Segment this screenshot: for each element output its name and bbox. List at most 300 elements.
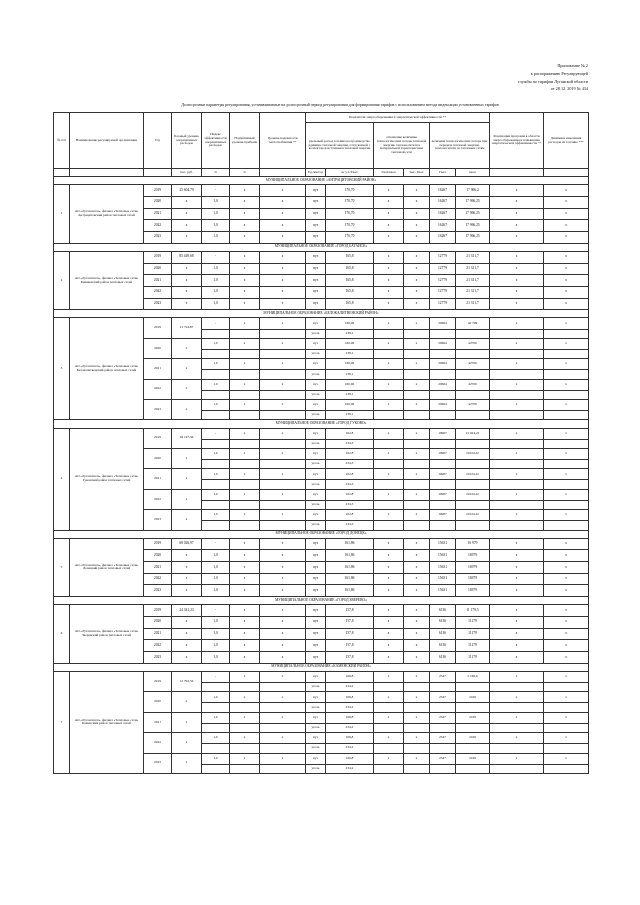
cell-i: х <box>490 712 544 723</box>
cell-idx <box>202 411 230 420</box>
cell-base: х <box>172 550 202 562</box>
cell-rel: х <box>260 359 306 370</box>
cell-i: х <box>490 318 544 329</box>
table-row <box>54 605 589 617</box>
cell-e3: х <box>404 231 430 243</box>
cell-e3 <box>404 460 430 469</box>
cell-e2 <box>374 390 404 399</box>
cell-j: х <box>544 251 589 263</box>
cell-j: х <box>544 573 589 585</box>
cell-year: 2021 <box>144 208 172 220</box>
cell-norm <box>230 683 260 692</box>
organization-name: АО «Лугансктеп», филиал «Тепловые сети» Антрацитовский район тепловых сетей <box>70 185 144 243</box>
cell-j: х <box>544 448 589 459</box>
cell-year: 2023 <box>144 510 172 530</box>
cell-e2 <box>374 329 404 338</box>
cell-f: пуз <box>306 573 326 585</box>
cell-idx: 1,0 <box>202 733 230 744</box>
cell-idx: 1,0 <box>202 640 230 652</box>
cell-norm <box>230 411 260 420</box>
cell-f: пуз <box>306 550 326 562</box>
cell-rel <box>260 390 306 399</box>
cell-idx: 1,0 <box>202 359 230 370</box>
cell-e3: х <box>404 550 430 562</box>
cell-j: х <box>544 489 589 500</box>
row-number: 6 <box>54 605 70 663</box>
cell-i: х <box>490 220 544 232</box>
header-line-1: Приложение № 2 <box>557 63 588 68</box>
cell-idx <box>202 764 230 773</box>
cell-e2 <box>374 521 404 530</box>
cell-base: х <box>172 448 202 468</box>
cell-rel: х <box>260 573 306 585</box>
cell-i: х <box>490 400 544 411</box>
cell-e1: 161,86 <box>326 538 374 550</box>
organization-name: АО «Лугансктеп», филиал «Тепловые сети» Зверевский район тепловых сетей <box>70 605 144 663</box>
cell-norm: х <box>230 469 260 480</box>
cell-e2: х <box>374 585 404 597</box>
cell-h: 42709 <box>456 400 490 411</box>
cell-h <box>456 460 490 469</box>
cell-rel: х <box>260 617 306 629</box>
cell-e2: х <box>374 712 404 723</box>
cell-i <box>490 411 544 420</box>
cell-norm: х <box>230 573 260 585</box>
cell-e2: х <box>374 251 404 263</box>
cell-g: 6136 <box>430 640 456 652</box>
cell-h <box>456 521 490 530</box>
cell-h: 21 311,7 <box>456 263 490 275</box>
cell-i: х <box>490 185 544 197</box>
cell-i <box>490 329 544 338</box>
cell-e3: х <box>404 671 430 682</box>
organization-name: АО «Лугансктеп», филиал «Тепловые сети» Гуковский район тепловых сетей <box>70 428 144 530</box>
cell-year: 2022 <box>144 733 172 753</box>
cell-g: 20664 <box>430 318 456 329</box>
cell-rel: х <box>260 400 306 411</box>
cell-year: 2021 <box>144 469 172 489</box>
cell-g: 15631 <box>430 585 456 597</box>
cell-base: х <box>172 692 202 712</box>
cell-g: 2347 <box>430 753 456 764</box>
municipality-row <box>54 420 589 428</box>
cell-rel: х <box>260 585 306 597</box>
cell-e1: 234,2 <box>326 723 374 732</box>
cell-e2 <box>374 703 404 712</box>
cell-idx <box>202 521 230 530</box>
cell-e1: 238,1 <box>326 390 374 399</box>
unit-cell: % <box>230 169 260 177</box>
cell-j <box>544 370 589 379</box>
cell-rel: х <box>260 428 306 439</box>
cell-e3: х <box>404 692 430 703</box>
cell-e1: 160,06 <box>326 359 374 370</box>
cell-e3: х <box>404 562 430 574</box>
cell-h: 16979 <box>456 562 490 574</box>
cell-i: х <box>490 585 544 597</box>
cell-j: х <box>544 510 589 521</box>
cell-base: х <box>172 208 202 220</box>
cell-h <box>456 500 490 509</box>
cell-i <box>490 521 544 530</box>
cell-e3: х <box>404 585 430 597</box>
cell-e3 <box>404 744 430 753</box>
cell-f: пуз <box>306 220 326 232</box>
cell-e3 <box>404 349 430 358</box>
cell-i: х <box>490 208 544 220</box>
cell-e3 <box>404 723 430 732</box>
cell-i: х <box>490 263 544 275</box>
cell-idx: 1,0 <box>202 286 230 298</box>
cell-norm: х <box>230 448 260 459</box>
cell-rel <box>260 764 306 773</box>
cell-j: х <box>544 196 589 208</box>
cell-f: пуз <box>306 208 326 220</box>
cell-fuel: пуз <box>306 712 326 723</box>
cell-f: пуз <box>306 298 326 310</box>
cell-norm: х <box>230 318 260 329</box>
cell-j <box>544 460 589 469</box>
cell-rel <box>260 500 306 509</box>
cell-e1: 165,8 <box>326 275 374 287</box>
row-number: 1 <box>54 185 70 243</box>
cell-base: х <box>172 298 202 310</box>
cell-e1: 157,8 <box>326 605 374 617</box>
cell-e2 <box>374 439 404 448</box>
cell-e1: 234,3 <box>326 500 374 509</box>
unit-cell <box>544 169 589 177</box>
cell-e3: х <box>404 208 430 220</box>
cell-norm <box>230 480 260 489</box>
cell-j <box>544 683 589 692</box>
municipality-name: МУНИЦИПАЛЬНОЕ ОБРАЗОВАНИЕ «КАМЕНСКИЙ РАЙОН» <box>54 663 589 671</box>
cell-g <box>430 683 456 692</box>
cell-e1: 165,8 <box>326 251 374 263</box>
cell-norm: х <box>230 275 260 287</box>
cell-year: 2020 <box>144 196 172 208</box>
cell-rel: х <box>260 510 306 521</box>
cell-rel: х <box>260 538 306 550</box>
cell-norm: х <box>230 652 260 664</box>
cell-e3: х <box>404 640 430 652</box>
cell-e2: х <box>374 617 404 629</box>
cell-fuel: пуз <box>306 510 326 521</box>
cell-f: пуз <box>306 263 326 275</box>
cell-e3: х <box>404 263 430 275</box>
cell-idx: 1,0 <box>202 573 230 585</box>
cell-h <box>456 439 490 448</box>
cell-g: 15631 <box>430 562 456 574</box>
cell-fuel: уголь <box>306 521 326 530</box>
cell-idx <box>202 480 230 489</box>
row-number: 7 <box>54 671 70 773</box>
cell-fuel: пуз <box>306 753 326 764</box>
cell-base: х <box>172 275 202 287</box>
cell-norm: х <box>230 185 260 197</box>
cell-year: 2023 <box>144 298 172 310</box>
cell-norm: х <box>230 298 260 310</box>
unit-cell: Ед./км/год <box>306 169 326 177</box>
cell-e1: 157,8 <box>326 628 374 640</box>
cell-year: 2023 <box>144 753 172 773</box>
cell-i: х <box>490 538 544 550</box>
cell-year: 2022 <box>144 286 172 298</box>
cell-i <box>490 460 544 469</box>
cell-j: х <box>544 585 589 597</box>
cell-norm: х <box>230 196 260 208</box>
cell-e2: х <box>374 489 404 500</box>
cell-rel: х <box>260 338 306 349</box>
cell-e3 <box>404 390 430 399</box>
table-row <box>54 538 589 550</box>
cell-g: 2347 <box>430 733 456 744</box>
cell-fuel: пуз <box>306 448 326 459</box>
cell-i: х <box>490 428 544 439</box>
cell-j: х <box>544 692 589 703</box>
cell-base: х <box>172 753 202 773</box>
cell-e3: х <box>404 286 430 298</box>
cell-j <box>544 329 589 338</box>
cell-fuel: пуз <box>306 428 326 439</box>
cell-rel: х <box>260 298 306 310</box>
cell-norm: х <box>230 753 260 764</box>
cell-rel: х <box>260 671 306 682</box>
cell-h: 21024,22 <box>456 510 490 521</box>
cell-i: х <box>490 652 544 664</box>
cell-j: х <box>544 652 589 664</box>
col-header-num: № п/п <box>54 113 70 169</box>
cell-rel: х <box>260 753 306 764</box>
cell-idx: 1,0 <box>202 585 230 597</box>
cell-idx: 1,0 <box>202 338 230 349</box>
cell-idx: 1,0 <box>202 652 230 664</box>
cell-f: пуз <box>306 640 326 652</box>
cell-norm: х <box>230 628 260 640</box>
cell-e2: х <box>374 286 404 298</box>
cell-j: х <box>544 428 589 439</box>
cell-e2: х <box>374 550 404 562</box>
cell-e3 <box>404 480 430 489</box>
cell-g: 2347 <box>430 712 456 723</box>
cell-e1: 165,8 <box>326 298 374 310</box>
cell-i: х <box>490 605 544 617</box>
col-header-e2: отношение величины технологических потерь тепловой энергии, теплоносителя к материальной характеристике тепловой сети <box>374 123 430 169</box>
cell-h: 16 979 <box>456 538 490 550</box>
cell-norm: х <box>230 733 260 744</box>
cell-g: 12779 <box>430 298 456 310</box>
cell-fuel: уголь <box>306 349 326 358</box>
cell-g: 6136 <box>430 617 456 629</box>
cell-fuel: уголь <box>306 480 326 489</box>
cell-fuel: пуз <box>306 379 326 390</box>
cell-e3: х <box>404 489 430 500</box>
cell-idx: 1,0 <box>202 628 230 640</box>
cell-e1: 166,8 <box>326 753 374 764</box>
cell-h: 2169 <box>456 692 490 703</box>
municipality-row <box>54 530 589 538</box>
cell-rel <box>260 349 306 358</box>
col-header-e1: удельный расход топлива на производство единицы тепловой энергии, отпускаемой с коллекторов источников тепловой энергии <box>306 123 374 169</box>
cell-h: 11179 <box>456 628 490 640</box>
cell-rel: х <box>260 692 306 703</box>
cell-idx: 1,0 <box>202 379 230 390</box>
cell-j: х <box>544 617 589 629</box>
cell-e1: 234,2 <box>326 703 374 712</box>
cell-year: 2022 <box>144 573 172 585</box>
cell-e3 <box>404 370 430 379</box>
cell-e1: 234,2 <box>326 764 374 773</box>
cell-idx <box>202 723 230 732</box>
table-row <box>54 671 589 682</box>
cell-base: 68 026,97 <box>172 538 202 550</box>
cell-year: 2019 <box>144 605 172 617</box>
cell-rel <box>260 744 306 753</box>
cell-j <box>544 764 589 773</box>
cell-i: х <box>490 196 544 208</box>
cell-idx: 1,0 <box>202 753 230 764</box>
cell-h: 21024,22 <box>456 489 490 500</box>
cell-j: х <box>544 338 589 349</box>
cell-rel <box>260 329 306 338</box>
cell-base: х <box>172 263 202 275</box>
cell-e3: х <box>404 652 430 664</box>
cell-g: 19967 <box>430 448 456 459</box>
cell-f: пуз <box>306 286 326 298</box>
cell-j <box>544 390 589 399</box>
cell-e3 <box>404 764 430 773</box>
cell-g: 12779 <box>430 275 456 287</box>
cell-idx <box>202 370 230 379</box>
cell-g <box>430 744 456 753</box>
cell-i: х <box>490 617 544 629</box>
cell-e3: х <box>404 628 430 640</box>
unit-cell <box>144 169 172 177</box>
cell-norm: х <box>230 562 260 574</box>
cell-j: х <box>544 231 589 243</box>
cell-base: х <box>172 652 202 664</box>
cell-year: 2022 <box>144 220 172 232</box>
parameters-table <box>53 112 589 774</box>
cell-year: 2021 <box>144 712 172 732</box>
cell-year: 2019 <box>144 251 172 263</box>
cell-g: 19967 <box>430 489 456 500</box>
cell-e2: х <box>374 185 404 197</box>
cell-fuel: пуз <box>306 671 326 682</box>
cell-g <box>430 411 456 420</box>
cell-year: 2021 <box>144 628 172 640</box>
cell-norm: х <box>230 428 260 439</box>
cell-base: х <box>172 338 202 358</box>
cell-base: 13 792,56 <box>172 671 202 691</box>
row-number: 4 <box>54 428 70 530</box>
cell-j <box>544 349 589 358</box>
cell-e1: 160,06 <box>326 400 374 411</box>
cell-idx: 1,0 <box>202 220 230 232</box>
cell-j <box>544 411 589 420</box>
cell-norm <box>230 329 260 338</box>
cell-i <box>490 703 544 712</box>
cell-g: 20664 <box>430 400 456 411</box>
cell-idx: 1,0 <box>202 692 230 703</box>
cell-rel: х <box>260 275 306 287</box>
cell-e2: х <box>374 379 404 390</box>
cell-norm: х <box>230 538 260 550</box>
cell-e3: х <box>404 185 430 197</box>
cell-j: х <box>544 185 589 197</box>
municipality-row <box>54 310 589 318</box>
cell-year: 2022 <box>144 489 172 509</box>
cell-year: 2020 <box>144 338 172 358</box>
cell-i: х <box>490 671 544 682</box>
cell-e1: 170,70 <box>326 220 374 232</box>
cell-e3 <box>404 683 430 692</box>
cell-year: 2023 <box>144 231 172 243</box>
cell-idx: - <box>202 671 230 682</box>
cell-i <box>490 480 544 489</box>
cell-i: х <box>490 231 544 243</box>
cell-h: 16979 <box>456 550 490 562</box>
cell-year: 2021 <box>144 359 172 379</box>
cell-e2: х <box>374 359 404 370</box>
cell-norm: х <box>230 251 260 263</box>
cell-year: 2019 <box>144 428 172 448</box>
cell-e1: 166,8 <box>326 712 374 723</box>
cell-year: 2020 <box>144 550 172 562</box>
cell-e3: х <box>404 733 430 744</box>
cell-e2: х <box>374 231 404 243</box>
cell-year: 2019 <box>144 318 172 338</box>
cell-idx: - <box>202 251 230 263</box>
cell-e2: х <box>374 671 404 682</box>
cell-rel <box>260 439 306 448</box>
cell-e1: 234,2 <box>326 744 374 753</box>
cell-fuel: уголь <box>306 411 326 420</box>
cell-norm: х <box>230 231 260 243</box>
cell-g <box>430 480 456 489</box>
cell-h <box>456 723 490 732</box>
cell-norm: х <box>230 617 260 629</box>
cell-norm: х <box>230 550 260 562</box>
cell-norm: х <box>230 208 260 220</box>
cell-i: х <box>490 510 544 521</box>
cell-norm <box>230 723 260 732</box>
cell-h: 17 966,25 <box>456 208 490 220</box>
cell-h <box>456 703 490 712</box>
cell-e3: х <box>404 251 430 263</box>
cell-j: х <box>544 400 589 411</box>
cell-e3 <box>404 500 430 509</box>
cell-e1: 238,1 <box>326 329 374 338</box>
cell-e1: 162,8 <box>326 428 374 439</box>
cell-i: х <box>490 573 544 585</box>
col-header-org: Наименование регулируемой организации <box>70 113 144 169</box>
cell-i <box>490 764 544 773</box>
cell-g: 6136 <box>430 605 456 617</box>
cell-base: х <box>172 359 202 379</box>
col-header-e3: величина технологических потерь при передаче тепловой энергии, теплоносителя по тепловым сетям <box>430 123 490 169</box>
cell-rel: х <box>260 605 306 617</box>
cell-fuel: пуз <box>306 400 326 411</box>
cell-rel: х <box>260 263 306 275</box>
cell-e3: х <box>404 379 430 390</box>
municipality-name: МУНИЦИПАЛЬНОЕ ОБРАЗОВАНИЕ «БЕЛОКАЛИТВЕНСКИЙ РАЙОН» <box>54 310 589 318</box>
cell-i: х <box>490 251 544 263</box>
unit-cell: кг у.т./Гкал <box>326 169 374 177</box>
cell-e2: х <box>374 628 404 640</box>
cell-norm <box>230 370 260 379</box>
cell-e3: х <box>404 428 430 439</box>
cell-g: 6136 <box>430 628 456 640</box>
